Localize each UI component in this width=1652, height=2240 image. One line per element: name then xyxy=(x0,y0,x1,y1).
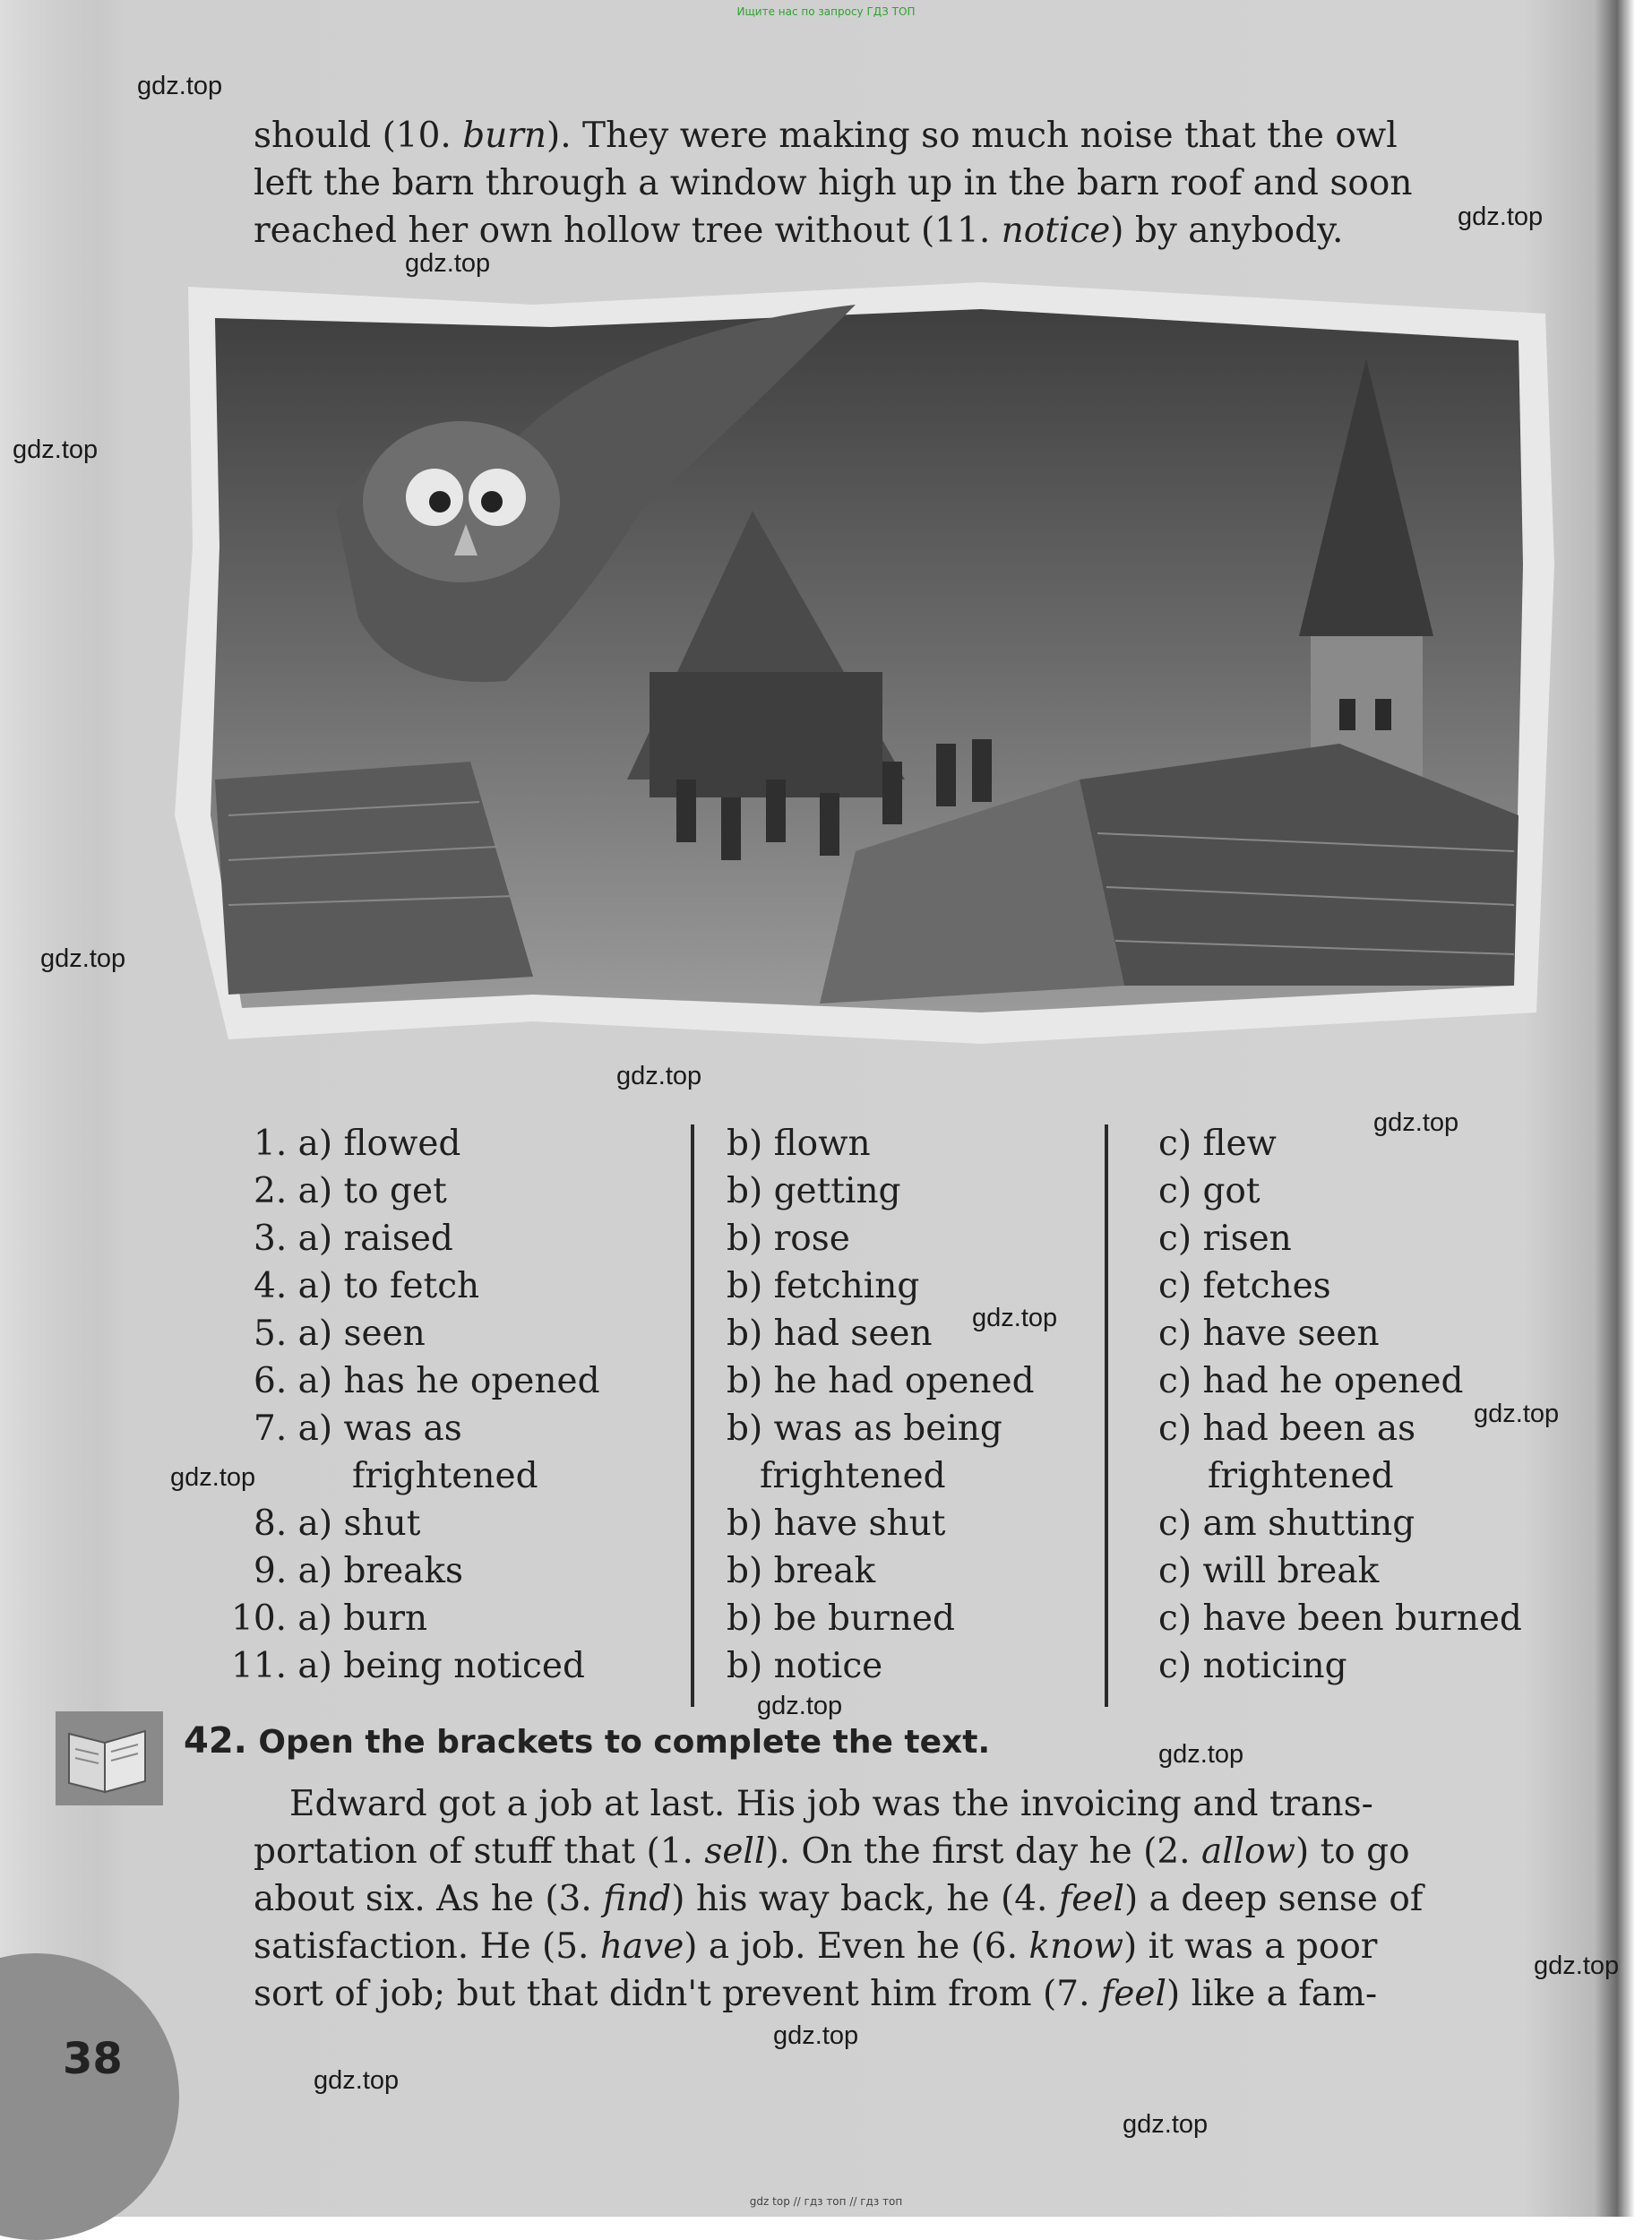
text-line: reached her own hollow tree without (11. notice) by anybody. xyxy=(254,211,1344,251)
watermark: gdz.top xyxy=(1534,1951,1620,1980)
watermark: gdz.top xyxy=(1158,1740,1244,1769)
option-c: c) had he opened xyxy=(1158,1361,1464,1401)
option-a: 9. a) breaks xyxy=(254,1551,464,1591)
answer-row xyxy=(254,1262,1544,1310)
option-b: b) getting xyxy=(727,1171,901,1211)
answer-row xyxy=(254,1215,1544,1262)
text-line: Edward got a job at last. His job was the invoicing and trans- xyxy=(289,1784,1373,1824)
option-c: c) have been burned xyxy=(1158,1598,1522,1639)
option-b: b) was as being xyxy=(727,1409,1002,1449)
option-a: 8. a) shut xyxy=(254,1503,421,1544)
answer-row xyxy=(254,1357,1544,1405)
answer-row xyxy=(231,1642,1544,1690)
option-b: b) he had opened xyxy=(727,1361,1035,1401)
option-c: c) have seen xyxy=(1158,1314,1380,1354)
exercise-number: 42. xyxy=(184,1720,247,1762)
option-a: 4. a) to fetch xyxy=(254,1266,480,1306)
watermark: gdz.top xyxy=(13,435,99,464)
option-a: 11. a) being noticed xyxy=(231,1646,585,1686)
option-a: 6. a) has he opened xyxy=(254,1361,600,1401)
exercise-instruction: Open the brackets to complete the text. xyxy=(258,1724,991,1761)
option-c: c) fetches xyxy=(1158,1266,1331,1306)
option-c: c) am shutting xyxy=(1158,1503,1415,1544)
answer-options xyxy=(231,1120,1544,1690)
option-c: c) will break xyxy=(1158,1551,1380,1591)
exercise-heading xyxy=(184,1720,990,1762)
bottom-banner: gdz top // гдз топ // гдз топ xyxy=(749,2195,903,2208)
option-b: b) be burned xyxy=(727,1598,955,1639)
watermark: gdz.top xyxy=(1373,1108,1459,1137)
option-c: c) had been as xyxy=(1158,1409,1416,1449)
book-icon xyxy=(56,1711,163,1805)
answer-row xyxy=(231,1595,1544,1642)
answer-row xyxy=(254,1547,1544,1595)
watermark: gdz.top xyxy=(773,2021,859,2050)
option-a: 3. a) raised xyxy=(254,1219,453,1259)
watermark: gdz.top xyxy=(314,2066,400,2095)
option-b: b) break xyxy=(727,1551,876,1591)
top-banner: Ищите нас по запросу ГДЗ ТОП xyxy=(736,5,916,18)
option-b: b) flown xyxy=(727,1124,871,1164)
option-b-continuation: frightened xyxy=(760,1456,946,1496)
option-a: 7. a) was as xyxy=(254,1409,462,1449)
option-a: 5. a) seen xyxy=(254,1314,426,1354)
text-line: satisfaction. He (5. have) a job. Even he (6. know) it was a poor xyxy=(254,1926,1378,1967)
option-a: 10. a) burn xyxy=(231,1598,428,1639)
option-a: 2. a) to get xyxy=(254,1171,447,1211)
watermark: gdz.top xyxy=(1474,1400,1560,1428)
option-c: c) flew xyxy=(1158,1124,1277,1164)
watermark: gdz.top xyxy=(137,72,223,100)
text-line: sort of job; but that didn't prevent him from (7. feel) like a fam- xyxy=(254,1974,1378,2014)
answer-row xyxy=(254,1500,1544,1547)
watermark: gdz.top xyxy=(170,1463,256,1492)
story-ending xyxy=(254,112,1535,254)
option-c: c) risen xyxy=(1158,1219,1292,1259)
text-line: should (10. burn). They were making so much noise that the owl xyxy=(254,116,1398,156)
watermark: gdz.top xyxy=(1458,202,1544,231)
page-number: 38 xyxy=(63,2034,123,2084)
option-b: b) rose xyxy=(727,1219,850,1259)
watermark: gdz.top xyxy=(616,1062,702,1090)
option-c: c) got xyxy=(1158,1171,1261,1211)
watermark: gdz.top xyxy=(1123,2110,1209,2139)
exercise-42-text xyxy=(254,1780,1535,2018)
watermark: gdz.top xyxy=(757,1692,843,1720)
watermark: gdz.top xyxy=(405,249,491,278)
text-line: left the barn through a window high up in the barn roof and soon xyxy=(254,163,1413,203)
option-c: c) noticing xyxy=(1158,1646,1347,1686)
option-b: b) had seen xyxy=(727,1314,933,1354)
answer-row xyxy=(254,1405,1544,1452)
option-b: b) notice xyxy=(727,1646,883,1686)
option-b: b) fetching xyxy=(727,1266,920,1306)
answer-row xyxy=(254,1167,1544,1215)
option-b: b) have shut xyxy=(727,1503,946,1544)
option-c-continuation: frightened xyxy=(1208,1456,1394,1496)
option-a-continuation: frightened xyxy=(352,1456,538,1496)
owl-village-illustration xyxy=(175,278,1554,1044)
text-line: about six. As he (3. find) his way back, he (4. feel) a deep sense of xyxy=(254,1879,1424,1919)
watermark: gdz.top xyxy=(40,944,126,973)
watermark: gdz.top xyxy=(972,1304,1058,1332)
answer-row xyxy=(254,1310,1544,1357)
text-line: portation of stuff that (1. sell). On the first day he (2. allow) to go xyxy=(254,1831,1410,1872)
answer-row xyxy=(254,1452,1544,1500)
answer-row xyxy=(254,1120,1544,1167)
option-a: 1. a) flowed xyxy=(254,1124,461,1164)
